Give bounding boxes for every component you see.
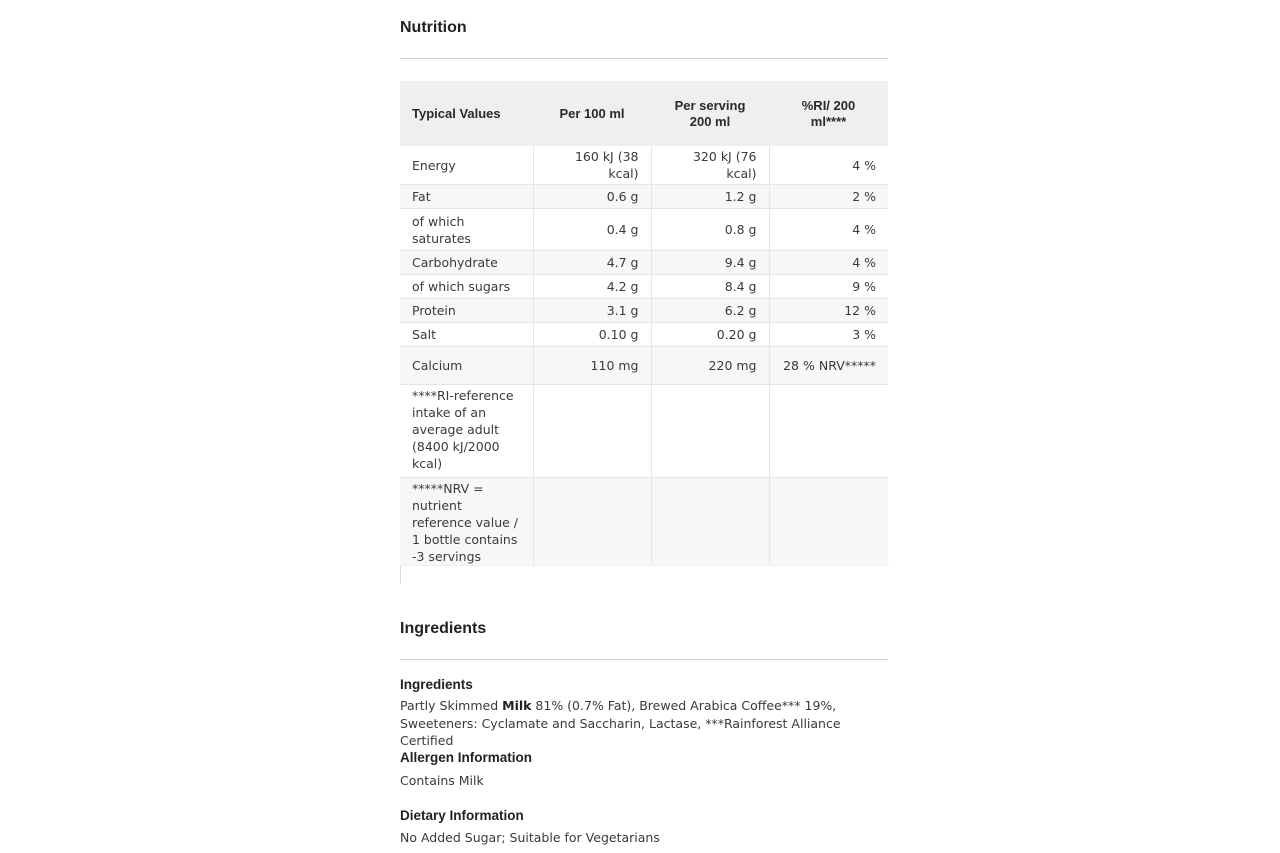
dietary-text: No Added Sugar; Suitable for Vegetarians xyxy=(400,830,660,845)
nutrient-name: Carbohydrate xyxy=(400,251,533,275)
empty-cell xyxy=(533,385,651,478)
nutrient-name: Fat xyxy=(400,185,533,209)
nutrition-table xyxy=(400,81,888,571)
footnote-nrv: *****NRV = nutrient reference value / 1 bottle contains -3 servings xyxy=(400,478,533,571)
per-serving-value: 6.2 g xyxy=(651,299,769,323)
per-100ml-value: 110 mg xyxy=(533,347,651,385)
empty-cell xyxy=(651,478,769,571)
per-serving-value: 0.8 g xyxy=(651,209,769,251)
table-row xyxy=(400,323,888,347)
header-typical-values: Typical Values xyxy=(400,81,533,146)
nutrient-name: Salt xyxy=(400,323,533,347)
footnote-row xyxy=(400,385,888,478)
allergen-label: Allergen Information xyxy=(400,750,533,765)
per-serving-value: 320 kJ (76 kcal) xyxy=(651,146,769,185)
ingredients-label: Ingredients xyxy=(400,677,473,692)
footnote-row xyxy=(400,478,888,571)
nutrition-header-row xyxy=(400,81,888,146)
table-horizontal-scrollbar[interactable] xyxy=(400,565,889,584)
per-serving-value: 9.4 g xyxy=(651,251,769,275)
allergen-text: Contains Milk xyxy=(400,773,484,788)
per-100ml-value: 4.2 g xyxy=(533,275,651,299)
empty-cell xyxy=(533,478,651,571)
header-per-serving: Per serving 200 ml xyxy=(651,81,769,146)
nutrition-heading: Nutrition xyxy=(400,19,467,36)
ri-value: 4 % xyxy=(769,251,888,275)
empty-cell xyxy=(651,385,769,478)
ri-value: 12 % xyxy=(769,299,888,323)
per-100ml-value: 0.6 g xyxy=(533,185,651,209)
dietary-label: Dietary Information xyxy=(400,808,524,823)
per-100ml-value: 0.10 g xyxy=(533,323,651,347)
nutrition-divider xyxy=(400,58,888,59)
table-row xyxy=(400,185,888,209)
nutrient-name: Energy xyxy=(400,146,533,185)
per-100ml-value: 4.7 g xyxy=(533,251,651,275)
table-row xyxy=(400,275,888,299)
ri-value: 4 % xyxy=(769,146,888,185)
per-serving-value: 8.4 g xyxy=(651,275,769,299)
per-serving-value: 0.20 g xyxy=(651,323,769,347)
header-per-100ml: Per 100 ml xyxy=(533,81,651,146)
per-serving-value: 220 mg xyxy=(651,347,769,385)
nutrient-name: of which saturates xyxy=(400,209,533,251)
per-100ml-value: 3.1 g xyxy=(533,299,651,323)
footnote-ri: ****RI-reference intake of an average adult (8400 kJ/2000 kcal) xyxy=(400,385,533,478)
per-serving-value: 1.2 g xyxy=(651,185,769,209)
nutrient-name: Calcium xyxy=(400,347,533,385)
nutrient-name: Protein xyxy=(400,299,533,323)
table-row xyxy=(400,299,888,323)
per-100ml-value: 160 kJ (38 kcal) xyxy=(533,146,651,185)
ingredients-heading: Ingredients xyxy=(400,620,487,637)
allergen-milk: Milk xyxy=(502,698,532,713)
table-row xyxy=(400,251,888,275)
ingredients-divider xyxy=(400,659,888,660)
table-row xyxy=(400,146,888,185)
nutrient-name: of which sugars xyxy=(400,275,533,299)
ri-value: 2 % xyxy=(769,185,888,209)
table-row xyxy=(400,347,888,385)
ri-value: 4 % xyxy=(769,209,888,251)
header-ri: %RI/ 200 ml**** xyxy=(769,81,888,146)
empty-cell xyxy=(769,478,888,571)
ri-value: 3 % xyxy=(769,323,888,347)
per-100ml-value: 0.4 g xyxy=(533,209,651,251)
ingredients-text: Partly Skimmed Milk 81% (0.7% Fat), Brewed Arabica Coffee*** 19%, Sweeteners: Cyclamate and Saccharin, Lactase, ***Rainforest Alliance Certified xyxy=(400,698,841,748)
ri-value: 28 % NRV***** xyxy=(769,347,888,385)
ri-value: 9 % xyxy=(769,275,888,299)
empty-cell xyxy=(769,385,888,478)
table-row xyxy=(400,209,888,251)
